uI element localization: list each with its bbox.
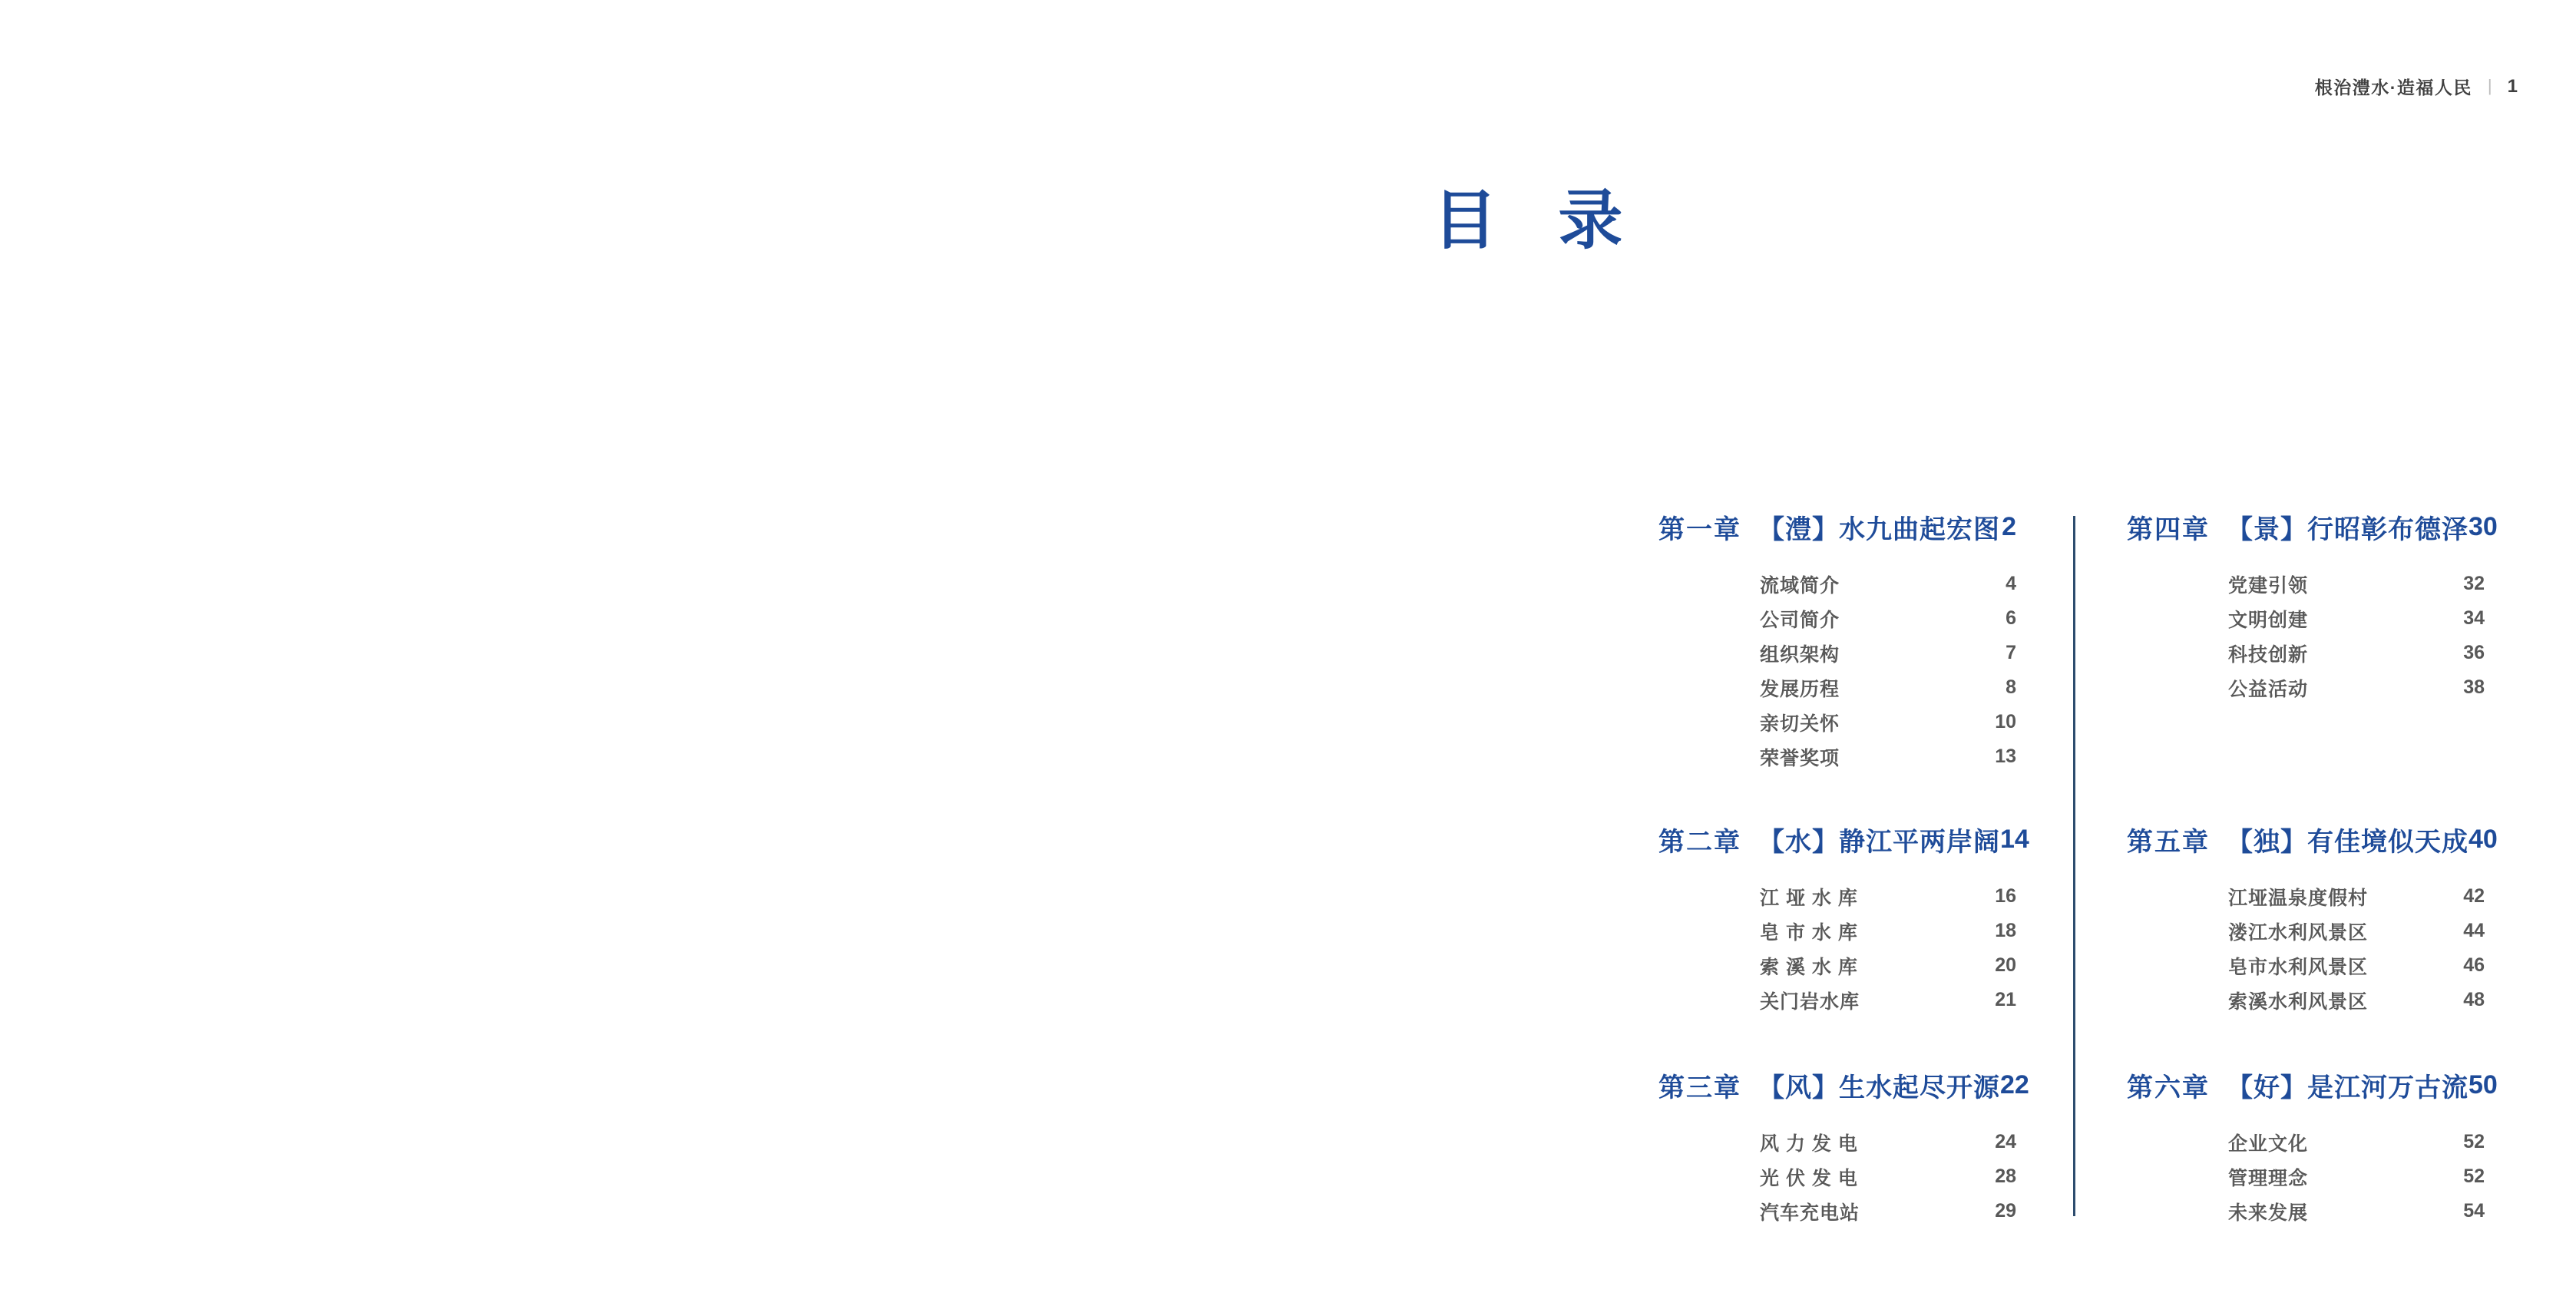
chapter-number: 第四章 [2127, 514, 2210, 544]
chapter-page-number: 30 [2469, 511, 2498, 541]
toc-chapter-heading [2127, 1065, 2498, 1105]
chapter-number: 第一章 [1658, 514, 1741, 544]
toc-entry [2228, 1159, 2485, 1194]
toc-entry [2228, 636, 2485, 670]
toc-entry [1760, 705, 2016, 739]
toc-section [1658, 1065, 2029, 1228]
toc-left-column [1658, 507, 2029, 1236]
entry-label: 皂市水利风景区 [2228, 956, 2369, 978]
entry-page-number: 13 [1995, 746, 2016, 767]
entry-label: 风 力 发 电 [1760, 1132, 1858, 1155]
entry-label: 索溪水利风景区 [2228, 990, 2369, 1013]
header-page-number: 1 [2507, 75, 2518, 97]
toc-entry [1760, 567, 2016, 601]
toc-chapter-heading [2127, 819, 2498, 859]
chapter-title: 【独】有佳境似天成 [2227, 827, 2469, 857]
entry-label: 溇江水利风景区 [2228, 921, 2369, 944]
entry-page-number: 4 [2006, 573, 2016, 594]
entry-label: 公司简介 [1760, 609, 1840, 631]
toc-entry [2228, 1194, 2485, 1228]
chapter-title: 【风】生水起尽开源 [1758, 1073, 2000, 1103]
toc-entries [2228, 567, 2485, 705]
toc-section [1658, 507, 2016, 774]
chapter-title: 【澧】水九曲起宏图 [1758, 514, 2000, 544]
toc-entries [1760, 1125, 2016, 1228]
chapter-title: 【景】行昭彰布德泽 [2227, 514, 2469, 544]
chapter-page-number: 50 [2469, 1070, 2498, 1099]
toc-right-column [2127, 507, 2498, 1236]
toc-section [1658, 819, 2029, 1017]
entry-page-number: 10 [1995, 711, 2016, 732]
toc-entry [1760, 879, 2016, 914]
chapter-page-number: 2 [2002, 511, 2016, 541]
entry-label: 未来发展 [2228, 1202, 2309, 1224]
header-slogan: 根治澧水·造福人民 [2314, 78, 2472, 98]
toc-entry [1760, 1159, 2016, 1194]
entry-label: 组织架构 [1760, 643, 1840, 666]
toc-chapter-heading [1658, 819, 2029, 859]
entry-label: 亲切关怀 [1760, 713, 1840, 735]
toc-chapter-heading [1658, 1065, 2029, 1105]
entry-label: 科技创新 [2228, 643, 2309, 666]
chapter-number: 第六章 [2127, 1073, 2210, 1103]
toc-entry [2228, 601, 2485, 636]
entry-page-number: 8 [2006, 676, 2016, 698]
entry-label: 公益活动 [2228, 678, 2309, 700]
chapter-number: 第五章 [2127, 827, 2210, 857]
entry-label: 江 垭 水 库 [1760, 887, 1858, 909]
chapter-number: 第三章 [1658, 1073, 1741, 1103]
entry-page-number: 18 [1995, 920, 2016, 941]
toc-section [2127, 507, 2498, 705]
toc-entry [1760, 670, 2016, 705]
chapter-page-number: 40 [2469, 824, 2498, 854]
toc-section [2127, 1065, 2498, 1228]
toc-entry [1760, 948, 2016, 983]
toc-entry [2228, 567, 2485, 601]
page-title: 目 录 [1433, 184, 1634, 256]
toc-entries [1760, 879, 2016, 1017]
entry-page-number: 46 [2463, 954, 2485, 976]
entry-page-number: 48 [2463, 989, 2485, 1010]
toc-entry [2228, 670, 2485, 705]
entry-page-number: 42 [2463, 885, 2485, 907]
toc-entries [2228, 1125, 2485, 1228]
entry-label: 光 伏 发 电 [1760, 1167, 1858, 1189]
entry-label: 皂 市 水 库 [1760, 921, 1858, 944]
toc-entry [2228, 914, 2485, 948]
entry-page-number: 6 [2006, 607, 2016, 629]
toc-entry [1760, 914, 2016, 948]
entry-page-number: 52 [2463, 1131, 2485, 1152]
entry-page-number: 34 [2463, 607, 2485, 629]
entry-label: 流域简介 [1760, 574, 1840, 597]
toc-entry [1760, 983, 2016, 1017]
entry-page-number: 36 [2463, 642, 2485, 663]
chapter-title: 【好】是江河万古流 [2227, 1073, 2469, 1103]
entry-page-number: 7 [2006, 642, 2016, 663]
entry-label: 荣誉奖项 [1760, 747, 1840, 769]
entry-label: 企业文化 [2228, 1132, 2309, 1155]
entry-page-number: 28 [1995, 1165, 2016, 1187]
toc-entry [2228, 983, 2485, 1017]
entry-label: 汽车充电站 [1760, 1202, 1860, 1224]
entry-page-number: 32 [2463, 573, 2485, 594]
entry-label: 管理理念 [2228, 1167, 2309, 1189]
chapter-number: 第二章 [1658, 827, 1741, 857]
entry-label: 党建引领 [2228, 574, 2309, 597]
toc-entry [1760, 1194, 2016, 1228]
entry-page-number: 24 [1995, 1131, 2016, 1152]
toc-entries [1760, 567, 2016, 774]
entry-page-number: 54 [2463, 1200, 2485, 1222]
toc-entry [1760, 601, 2016, 636]
toc-entry [2228, 1125, 2485, 1159]
toc-chapter-heading [1658, 507, 2016, 547]
chapter-title: 【水】静江平两岸阔 [1758, 827, 2000, 857]
toc-entry [2228, 879, 2485, 914]
entry-label: 索 溪 水 库 [1760, 956, 1858, 978]
entry-label: 发展历程 [1760, 678, 1840, 700]
toc-chapter-heading [2127, 507, 2498, 547]
column-divider [2073, 516, 2075, 1216]
entry-label: 江垭温泉度假村 [2228, 887, 2369, 909]
entry-label: 关门岩水库 [1760, 990, 1860, 1013]
chapter-page-number: 14 [2000, 824, 2029, 854]
header-separator: | [2487, 75, 2492, 95]
entry-page-number: 52 [2463, 1165, 2485, 1187]
entry-page-number: 29 [1995, 1200, 2016, 1222]
entry-page-number: 16 [1995, 885, 2016, 907]
toc-entry [2228, 948, 2485, 983]
entry-page-number: 20 [1995, 954, 2016, 976]
toc-entry [1760, 636, 2016, 670]
toc-section [2127, 819, 2498, 1017]
chapter-page-number: 22 [2000, 1070, 2029, 1099]
page-header [2315, 74, 2518, 99]
toc-entries [2228, 879, 2485, 1017]
entry-page-number: 38 [2463, 676, 2485, 698]
toc-entry [1760, 1125, 2016, 1159]
entry-page-number: 44 [2463, 920, 2485, 941]
entry-page-number: 21 [1995, 989, 2016, 1010]
entry-label: 文明创建 [2228, 609, 2309, 631]
toc-entry [1760, 739, 2016, 774]
